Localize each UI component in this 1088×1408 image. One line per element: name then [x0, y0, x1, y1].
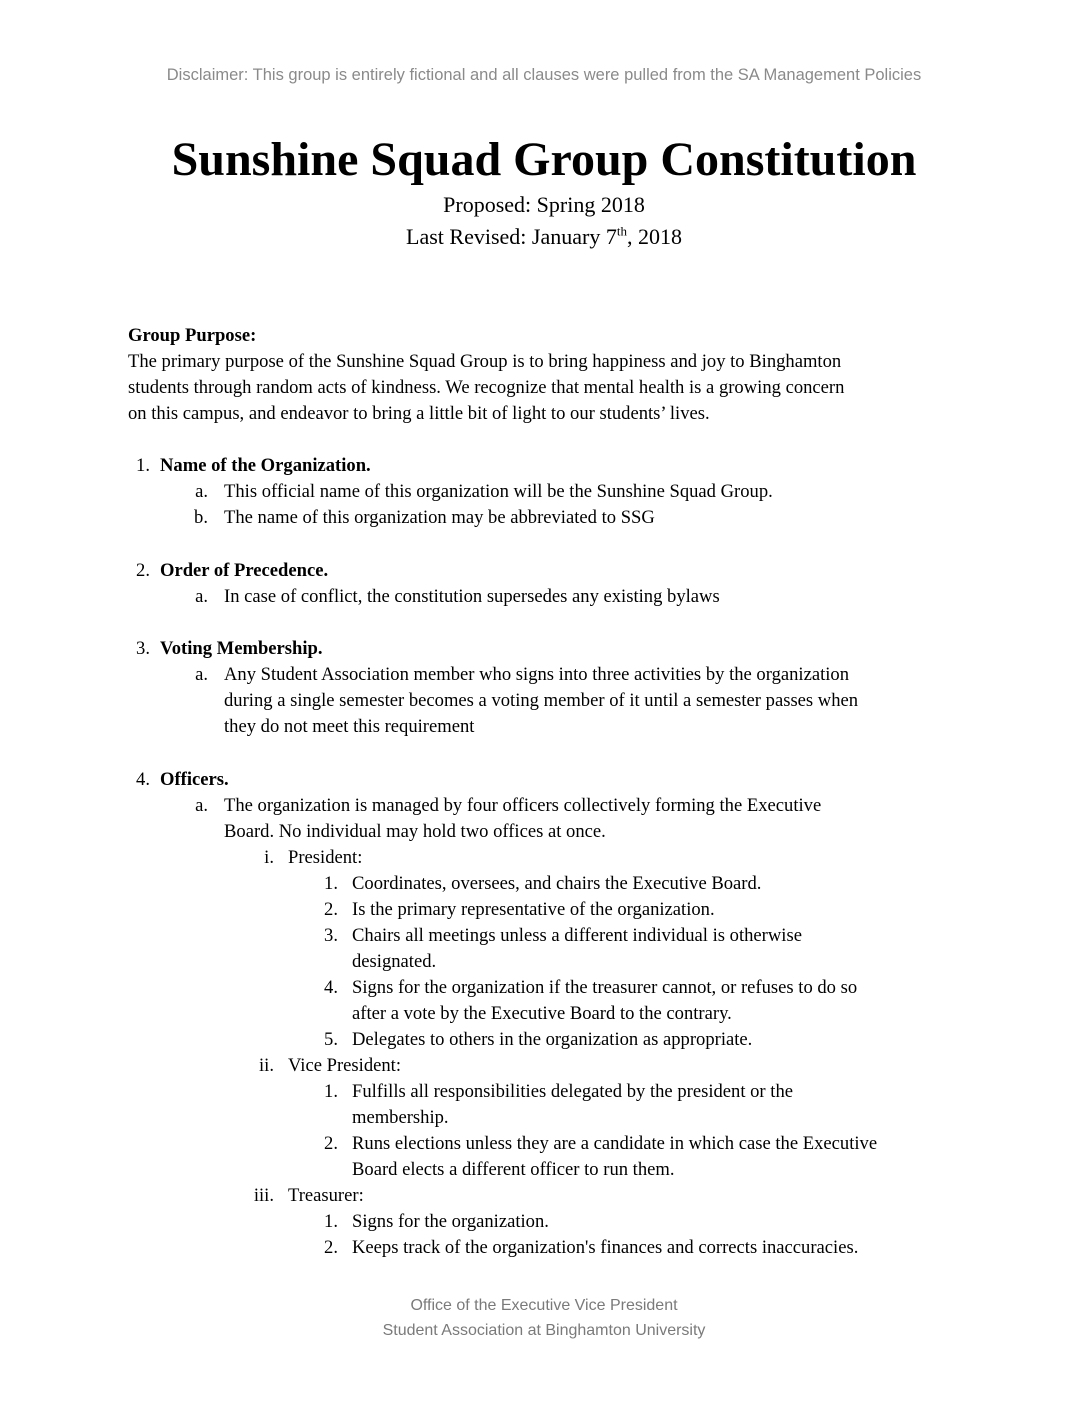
duty-text: Is the primary representative of the organization. [352, 899, 715, 920]
disclaimer: Disclaimer: This group is entirely fictional and all clauses were pulled from the SA Management Policies [166, 66, 922, 84]
list-item: In case of conflict, the constitution supersedes any existing bylaws [224, 586, 720, 607]
duty-marker: 2. [324, 899, 338, 920]
office-president: President: [288, 847, 363, 868]
duty-marker: 5. [324, 1029, 338, 1050]
duty-text: designated. [352, 951, 437, 972]
purpose-heading: Group Purpose: [128, 325, 257, 346]
item-marker: a. [195, 664, 208, 685]
duty-text: after a vote by the Executive Board to the contrary. [352, 1003, 732, 1024]
revised-date [0, 224, 1088, 250]
purpose-line: on this campus, and endeavor to bring a little bit of light to our students’ lives. [128, 403, 710, 424]
purpose-line: students through random acts of kindness. We recognize that mental health is a growing concern [128, 377, 845, 398]
duty-text: Coordinates, oversees, and chairs the Executive Board. [352, 873, 762, 894]
duty-marker: 1. [324, 1211, 338, 1232]
duty-marker: 4. [324, 977, 338, 998]
duty-text: Fulfills all responsibilities delegated by the president or the [352, 1081, 793, 1102]
duty-text: Delegates to others in the organization as appropriate. [352, 1029, 753, 1050]
roman-marker: iii. [253, 1185, 274, 1206]
duty-text: Chairs all meetings unless a different individual is otherwise [352, 925, 802, 946]
purpose-line: The primary purpose of the Sunshine Squad Group is to bring happiness and joy to Binghamton [128, 351, 842, 372]
list-item: This official name of this organization will be the Sunshine Squad Group. [224, 481, 773, 502]
duty-text: Board elects a different officer to run them. [352, 1159, 675, 1180]
section-number: 1. [136, 455, 150, 476]
list-item-line: Any Student Association member who signs into three activities by the organization [224, 664, 850, 685]
roman-marker: ii. [259, 1055, 274, 1076]
proposed-date: Proposed: Spring 2018 [443, 192, 645, 217]
item-marker: a. [195, 795, 208, 816]
section-heading-voting: Voting Membership. [160, 638, 323, 659]
office-treasurer: Treasurer: [288, 1185, 364, 1206]
section-number: 3. [136, 638, 150, 659]
list-item-line: they do not meet this requirement [224, 716, 475, 737]
duty-text: Signs for the organization. [352, 1211, 549, 1232]
section-heading-name: Name of the Organization. [160, 455, 371, 476]
list-item-line: Board. No individual may hold two offices at once. [224, 821, 606, 842]
duty-text: membership. [352, 1107, 449, 1128]
revised-date-text: Last Revised: January 7 [406, 224, 617, 249]
revised-date-ordinal: th [616, 223, 627, 239]
duty-text: Signs for the organization if the treasurer cannot, or refuses to do so [352, 977, 858, 998]
revised-date-year: , 2018 [626, 224, 682, 249]
section-heading-precedence: Order of Precedence. [160, 560, 329, 581]
office-vice-president: Vice President: [288, 1055, 401, 1076]
document-title: Sunshine Squad Group Constitution [171, 133, 917, 186]
section-number: 4. [136, 769, 150, 790]
list-item: The name of this organization may be abbreviated to SSG [224, 507, 655, 528]
duty-marker: 1. [324, 1081, 338, 1102]
duty-marker: 1. [324, 873, 338, 894]
duty-marker: 2. [324, 1237, 338, 1258]
duty-text: Keeps track of the organization's finances and corrects inaccuracies. [352, 1237, 859, 1258]
footer-office: Office of the Executive Vice President [410, 1297, 678, 1314]
section-number: 2. [136, 560, 150, 581]
item-marker: b. [194, 507, 208, 528]
roman-marker: i. [264, 847, 274, 868]
item-marker: a. [195, 586, 208, 607]
duty-text: Runs elections unless they are a candidate in which case the Executive [352, 1133, 878, 1154]
duty-marker: 2. [324, 1133, 338, 1154]
list-item-line: during a single semester becomes a voting member of it until a semester passes when [224, 690, 859, 711]
item-marker: a. [195, 481, 208, 502]
duty-marker: 3. [324, 925, 338, 946]
list-item-line: The organization is managed by four officers collectively forming the Executive [224, 795, 822, 816]
section-heading-officers: Officers. [160, 769, 229, 790]
footer-association: Student Association at Binghamton University [382, 1322, 706, 1339]
